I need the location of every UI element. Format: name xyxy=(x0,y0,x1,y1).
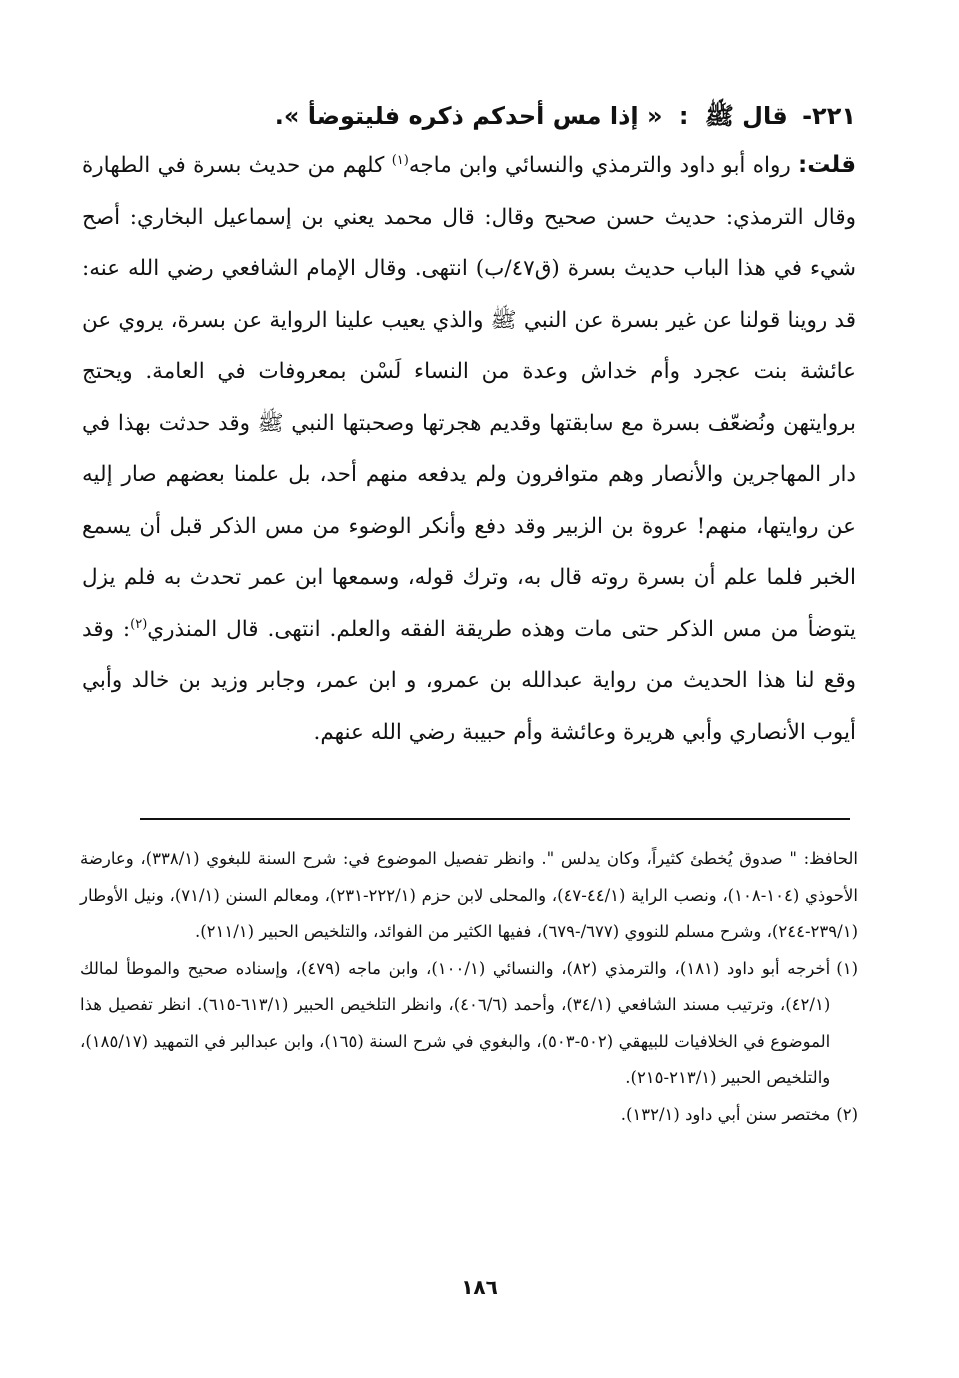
hadith-number: ٢٢١- xyxy=(802,102,856,130)
footnote-item-1 xyxy=(80,951,858,1097)
commentary-paragraph xyxy=(82,140,856,758)
footnote-text: مختصر سنن أبي داود (١٣٢/١). xyxy=(620,1104,831,1124)
commentary-label: قلت: xyxy=(798,152,857,178)
footnote-item-2 xyxy=(80,1097,858,1134)
hadith-speaker: قال ﷺ xyxy=(704,102,788,130)
main-text-block xyxy=(82,96,856,758)
footnote-ref-2: (٢) xyxy=(130,616,148,632)
heading-colon: : xyxy=(678,102,689,130)
hadith-quote: « إذا مس أحدكم ذكره فليتوضأ ». xyxy=(274,102,663,130)
footnote-ref-1: (١) xyxy=(391,152,409,168)
footnote-number: (٢) xyxy=(836,1104,858,1124)
footnotes-section xyxy=(80,841,858,1133)
commentary-text-part-2: كلهم من حديث بسرة في الطهارة وقال الترمذي: حديث حسن صحيح وقال: قال محمد يعني بن إسماعيل البخاري: أصح شيء في هذا الباب حديث بسرة (ق٤٧/ب) انتهى. وقال الإمام الشافعي رضي الله عنه: قد روينا قولنا عن غير بسرة عن النبي ﷺ والذي يعيب علينا الرواية عن بسرة، يروي عن عائشة بنت عجرد وأم خداش وعدة من النساء لَسْن بمعروفات في العامة. ويحتج بروايتهن ونُضعّف بسرة مع سابقتها وقديم هجرتها وصحبتها النبي ﷺ وقد حدثت بهذا في دار المهاجرين والأنصار وهم متوافرون ولم يدفعه منهم أحد، بل علمنا بعضهم صار إليه عن روايتها، منهم! عروة بن الزبير وقد دفع وأنكر الوضوء من مس الذكر قبل أن يسمع الخبر فلما علم أن بسرة روته قال به، وترك قوله، وسمعها ابن عمر تحدث به فلم يزل يتوضأ من مس الذكر حتى مات وهذه طريقة الفقه والعلم. انتهى. قال المنذري xyxy=(82,153,856,642)
page-number: ١٨٦ xyxy=(461,1275,498,1299)
commentary-text-part-3: : وقد وقع لنا هذا الحديث من رواية عبدالله بن عمرو، و ابن عمر، وجابر وزيد بن خالد وأبي أيوب الأنصاري وأبي هريرة وعائشة وأم حبيبة رضي الله عنهم. xyxy=(82,616,856,745)
hadith-heading xyxy=(82,96,856,136)
commentary-text-part-1: رواه أبو داود والترمذي والنسائي وابن ماجه xyxy=(408,153,799,178)
footnote-continuation: الحافظ: " صدوق يُخطئ كثيراً، وكان يدلس ". وانظر تفصيل الموضوع في: شرح السنة للبغوي (٣٣٨/١)، وعارضة الأحوذي (١٠٤-١٠٨)، ونصب الراية (٤٤/١-٤٧)، والمحلى لابن حزم (٢٢٢/١-٢٣١)، ومعالم السنن (٧١/١)، ونيل الأوطار (٢٣٩/١-٢٤٤)، وشرح مسلم للنووي (٦٧٧/-٦٧٩)، ففيها الكثير من الفوائد، والتلخيص الحبير (٢١١/١). xyxy=(80,849,858,941)
footnote-number: (١) xyxy=(836,958,858,978)
footnote-separator xyxy=(140,818,850,820)
footnote-text: أخرجه أبو داود (١٨١)، والترمذي (٨٢)، والنسائي (١٠٠/١)، وابن ماجه (٤٧٩)، وإسناده صحيح والموطأ لمالك (٤٢/١)، وترتيب مسند الشافعي (٣٤/١)، وأحمد (٤٠٦/٦)، وانظر التلخيص الحبير (٦١٣/١-٦١٥). انظر تفصيل هذا الموضوع في الخلافيات للبيهقي (٥٠٢-٥٠٣)، والبغوي في شرح السنة (١٦٥)، وابن عبدالبر في التمهيد (١٨٥/١٧)، والتلخيص الحبير (٢١٣/١-٢١٥). xyxy=(80,958,831,1087)
